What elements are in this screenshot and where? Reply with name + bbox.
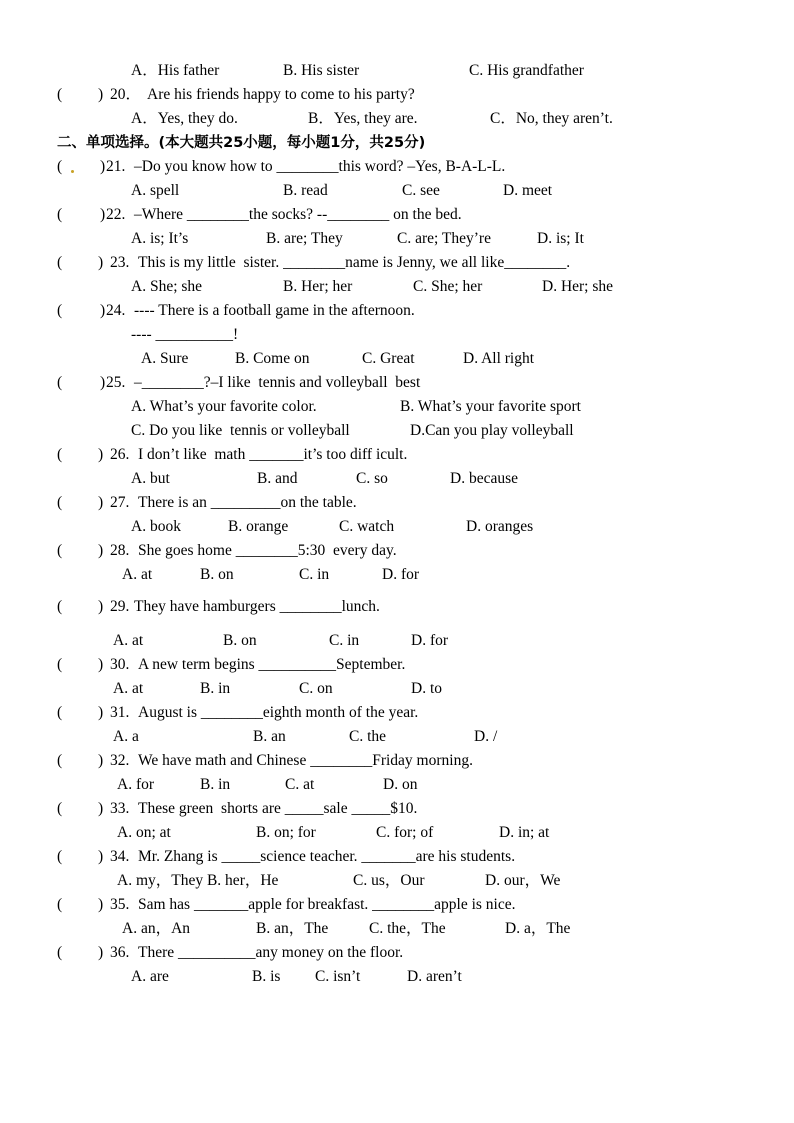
q20-option-b: B．Yes, they are. — [308, 110, 418, 127]
question-26 — [0, 443, 794, 467]
question-text: –________?–I like tennis and volleyball best — [134, 374, 421, 391]
question-text: Are his friends happy to come to his party? — [147, 86, 415, 103]
q19-option-c: C. His grandfather — [469, 62, 584, 79]
option-d: D. in; at — [499, 824, 550, 841]
q30-options-row — [0, 677, 794, 701]
question-31 — [0, 701, 794, 725]
option-b: B. Her; her — [283, 278, 353, 295]
option-b: B. an — [253, 728, 286, 745]
question-number: 36. — [110, 944, 130, 961]
option-c: C. us，Our — [353, 872, 425, 889]
answer-paren-open: ( — [57, 944, 63, 961]
option-d: D.Can you play volleyball — [410, 422, 574, 439]
question-text: –Where ________the socks? --________ on the bed. — [134, 206, 462, 223]
answer-paren-close: ) — [98, 704, 104, 721]
answer-paren-open: ( — [57, 206, 63, 223]
option-d: D. on — [383, 776, 418, 793]
option-a: A. spell — [131, 182, 180, 199]
question-text: Mr. Zhang is _____science teacher. _______are his students. — [138, 848, 516, 865]
answer-paren-close: ) — [100, 158, 106, 175]
option-b: B. read — [283, 182, 328, 199]
question-number: 32. — [110, 752, 130, 769]
answer-paren-close: ) — [98, 86, 104, 103]
q24-options-row — [0, 347, 794, 371]
answer-paren-open: ( — [57, 374, 63, 391]
question-text: August is ________eighth month of the year. — [138, 704, 419, 721]
question-30 — [0, 653, 794, 677]
answer-paren-close: ) — [98, 752, 104, 769]
option-a: A. at — [113, 632, 144, 649]
section-2-header — [0, 131, 794, 155]
answer-paren-close: ) — [98, 656, 104, 673]
q28-options-row — [0, 563, 794, 587]
answer-paren-close: ) — [98, 896, 104, 913]
answer-paren-close: ) — [100, 302, 106, 319]
q32-options-row — [0, 773, 794, 797]
question-number: 29. — [110, 598, 130, 615]
answer-paren-close: ) — [100, 206, 106, 223]
question-number: 24. — [106, 302, 126, 319]
question-text: I don’t like math _______it’s too diff icult. — [138, 446, 408, 463]
answer-paren-close: ) — [98, 254, 104, 271]
option-c: C. She; her — [413, 278, 483, 295]
question-text-reply: ---- __________! — [131, 326, 239, 343]
question-27 — [0, 491, 794, 515]
question-number: 20． — [110, 86, 142, 103]
answer-paren-close: ) — [98, 494, 104, 511]
answer-paren-open: ( — [57, 254, 63, 271]
question-number: 22. — [106, 206, 126, 223]
option-d: D. because — [450, 470, 518, 487]
option-b: B. an，The — [256, 920, 329, 937]
q26-options-row — [0, 467, 794, 491]
q20-options-row — [0, 107, 794, 131]
option-d: D. Her; she — [542, 278, 614, 295]
q36-options-row — [0, 965, 794, 989]
option-b: B. on — [200, 566, 234, 583]
option-a: A. Sure — [141, 350, 189, 367]
option-d: D. aren’t — [407, 968, 462, 985]
option-b: B. orange — [228, 518, 289, 535]
answer-paren-open: ( — [57, 446, 63, 463]
option-a: A. on; at — [117, 824, 171, 841]
question-24 — [0, 299, 794, 323]
question-text: A new term begins __________September. — [138, 656, 406, 673]
answer-paren-open: ( — [57, 598, 63, 615]
option-c: C. Do you like tennis or volleyball — [131, 422, 350, 439]
answer-paren-open: ( — [57, 848, 63, 865]
question-text: Sam has _______apple for breakfast. ________apple is nice. — [138, 896, 516, 913]
option-a: A. are — [131, 968, 169, 985]
answer-paren-open: ( — [57, 494, 63, 511]
option-a: A. an，An — [122, 920, 191, 937]
q22-options-row — [0, 227, 794, 251]
option-b: B. What’s your favorite sport — [400, 398, 581, 415]
section-title: 二、单项选择。(本大题共25小题，每小题1分，共25分) — [57, 135, 426, 151]
option-a: A. for — [117, 776, 155, 793]
option-b: B. are; They — [266, 230, 343, 247]
question-number: 34. — [110, 848, 130, 865]
option-d: D. / — [474, 728, 498, 745]
question-number: 26. — [110, 446, 130, 463]
option-b: B. in — [200, 680, 231, 697]
option-d: D. meet — [503, 182, 553, 199]
q25-options-row-2 — [0, 419, 794, 443]
option-c: C. the，The — [369, 920, 446, 937]
q25-options-row-1 — [0, 395, 794, 419]
option-a: A. at — [113, 680, 144, 697]
option-b: B. and — [257, 470, 298, 487]
question-text: This is my little sister. ________name is Jenny, we all like________. — [138, 254, 571, 271]
question-number: 21. — [106, 158, 126, 175]
answer-paren-open: ( — [57, 158, 63, 175]
option-d: D. for — [411, 632, 449, 649]
question-22 — [0, 203, 794, 227]
answer-paren-close: ) — [98, 848, 104, 865]
question-number: 35. — [110, 896, 130, 913]
q29-options-row — [0, 629, 794, 653]
question-20 — [0, 83, 794, 107]
answer-paren-close: ) — [98, 800, 104, 817]
question-28 — [0, 539, 794, 563]
q34-options-row — [0, 869, 794, 893]
q19-option-b: B. His sister — [283, 62, 360, 79]
q27-options-row — [0, 515, 794, 539]
option-a: A. at — [122, 566, 153, 583]
answer-paren-open: ( — [57, 704, 63, 721]
option-a: A. but — [131, 470, 170, 487]
question-29 — [0, 595, 794, 619]
answer-paren-close: ) — [98, 542, 104, 559]
question-23 — [0, 251, 794, 275]
answer-paren-open: ( — [57, 752, 63, 769]
question-33 — [0, 797, 794, 821]
option-a-b: A. my，They B. her，He — [117, 872, 279, 889]
question-34 — [0, 845, 794, 869]
option-d: D. for — [382, 566, 420, 583]
option-c: C. so — [356, 470, 388, 487]
question-text: There __________any money on the floor. — [138, 944, 404, 961]
q20-option-a: A．Yes, they do. — [131, 110, 238, 127]
stray-dot — [71, 170, 74, 173]
question-number: 28. — [110, 542, 130, 559]
question-21 — [0, 155, 794, 179]
option-b: B. on; for — [256, 824, 316, 841]
q23-options-row — [0, 275, 794, 299]
option-b: B. in — [200, 776, 231, 793]
question-text: There is an _________on the table. — [138, 494, 357, 511]
question-text: They have hamburgers ________lunch. — [134, 598, 380, 615]
q20-option-c: C．No, they aren’t. — [490, 110, 613, 127]
q31-options-row — [0, 725, 794, 749]
option-c: C. Great — [362, 350, 415, 367]
q19-options-row — [0, 59, 794, 83]
question-text: –Do you know how to ________this word? –Yes, B-A-L-L. — [134, 158, 506, 175]
answer-paren-open: ( — [57, 542, 63, 559]
option-c: C. isn’t — [315, 968, 361, 985]
question-35 — [0, 893, 794, 917]
question-36 — [0, 941, 794, 965]
option-b: B. Come on — [235, 350, 310, 367]
option-c: C. are; They’re — [397, 230, 491, 247]
option-c: C. see — [402, 182, 440, 199]
answer-paren-open: ( — [57, 86, 63, 103]
option-b: B. on — [223, 632, 257, 649]
option-c: C. for; of — [376, 824, 434, 841]
option-a: A. is; It’s — [131, 230, 189, 247]
option-d: D. is; It — [537, 230, 584, 247]
q19-option-a: A．His father — [131, 62, 220, 79]
option-a: A. What’s your favorite color. — [131, 398, 317, 415]
q35-options-row — [0, 917, 794, 941]
question-number: 25. — [106, 374, 126, 391]
answer-paren-close: ) — [98, 944, 104, 961]
question-text: She goes home ________5:30 every day. — [138, 542, 397, 559]
option-d: D. oranges — [466, 518, 534, 535]
question-number: 31. — [110, 704, 130, 721]
option-c: C. at — [285, 776, 315, 793]
answer-paren-open: ( — [57, 896, 63, 913]
option-d: D. our，We — [485, 872, 561, 889]
q24-reply-row — [0, 323, 794, 347]
question-text: We have math and Chinese ________Friday morning. — [138, 752, 473, 769]
option-d: D. All right — [463, 350, 535, 367]
question-number: 33. — [110, 800, 130, 817]
answer-paren-open: ( — [57, 302, 63, 319]
option-c: C. in — [299, 566, 330, 583]
option-a: A. book — [131, 518, 181, 535]
q21-options-row — [0, 179, 794, 203]
q33-options-row — [0, 821, 794, 845]
question-number: 27. — [110, 494, 130, 511]
question-text: These green shorts are _____sale _____$10. — [138, 800, 418, 817]
answer-paren-close: ) — [100, 374, 106, 391]
option-c: C. on — [299, 680, 333, 697]
question-text: ---- There is a football game in the afternoon. — [134, 302, 415, 319]
option-c: C. watch — [339, 518, 395, 535]
question-number: 30. — [110, 656, 130, 673]
option-c: C. the — [349, 728, 387, 745]
answer-paren-close: ) — [98, 598, 104, 615]
question-25 — [0, 371, 794, 395]
option-d: D. a，The — [505, 920, 571, 937]
question-32 — [0, 749, 794, 773]
option-b: B. is — [252, 968, 281, 985]
answer-paren-open: ( — [57, 656, 63, 673]
option-d: D. to — [411, 680, 442, 697]
option-a: A. a — [113, 728, 139, 745]
option-c: C. in — [329, 632, 360, 649]
question-number: 23. — [110, 254, 130, 271]
answer-paren-close: ) — [98, 446, 104, 463]
answer-paren-open: ( — [57, 800, 63, 817]
option-a: A. She; she — [131, 278, 203, 295]
